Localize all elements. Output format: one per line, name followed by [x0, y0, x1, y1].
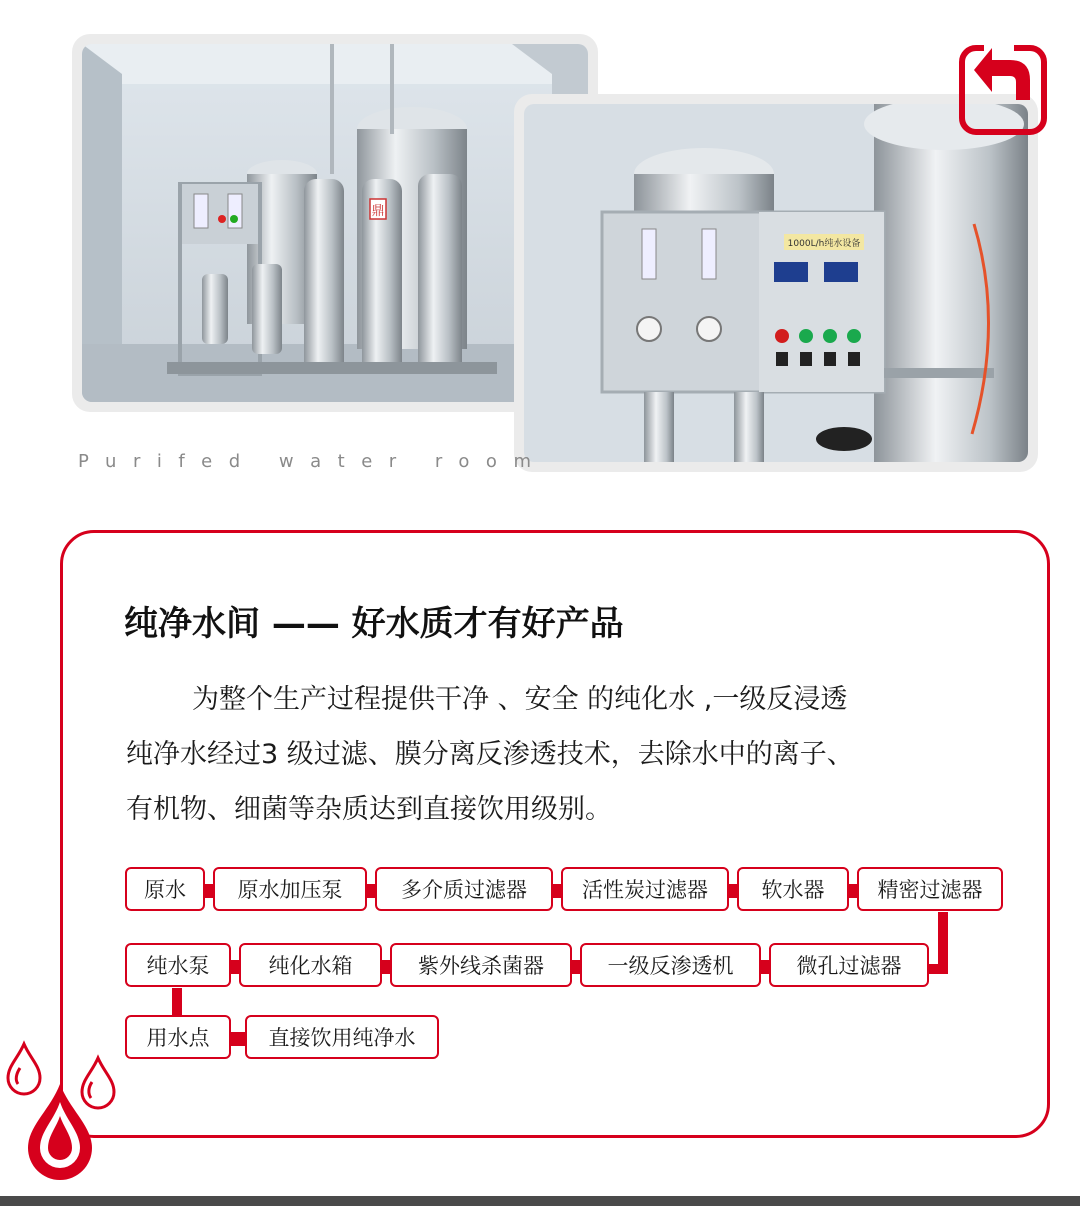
description-line-1: 为整个生产过程提供干净 、安全 的纯化水 ,一级反浸透 — [192, 684, 848, 715]
photo-caption: Purifed water room — [78, 451, 548, 472]
flow-step: 精密过滤器 — [857, 867, 1003, 911]
flow-step: 纯水泵 — [125, 943, 231, 987]
flow-step: 一级反渗透机 — [580, 943, 761, 987]
photo-water-room-left-image — [82, 44, 588, 402]
flow-step: 原水加压泵 — [213, 867, 367, 911]
flow-step: 微孔过滤器 — [769, 943, 929, 987]
flow-connector-down — [172, 988, 182, 1016]
flow-step: 软水器 — [737, 867, 849, 911]
flow-step: 活性炭过滤器 — [561, 867, 729, 911]
flow-step: 原水 — [125, 867, 205, 911]
panel-label: 1000L/h纯水设备 — [787, 239, 861, 249]
flow-step: 直接饮用纯净水 — [245, 1015, 439, 1059]
section-title: 纯净水间 —— 好水质才有好产品 — [124, 604, 624, 644]
back-arrow-icon — [944, 40, 1048, 136]
flow-step: 紫外线杀菌器 — [390, 943, 572, 987]
water-drop-icon — [0, 1040, 130, 1190]
section-description — [126, 672, 1006, 837]
photo-water-room-right-image — [524, 104, 1028, 462]
flow-step: 用水点 — [125, 1015, 231, 1059]
flow-step: 纯化水箱 — [239, 943, 382, 987]
flow-step: 多介质过滤器 — [375, 867, 553, 911]
photo-water-room-right — [514, 94, 1038, 472]
back-button[interactable] — [944, 40, 1048, 136]
bottom-bar — [0, 1196, 1080, 1206]
flow-connector-turn — [928, 964, 948, 974]
description-line-3: 有机物、细菌等杂质达到直接饮用级别。 — [126, 794, 612, 825]
tank-logo-label: 鼎 — [371, 204, 385, 219]
description-line-2: 纯净水经过3 级过滤、膜分离反渗透技术，去除水中的离子、 — [126, 739, 854, 770]
